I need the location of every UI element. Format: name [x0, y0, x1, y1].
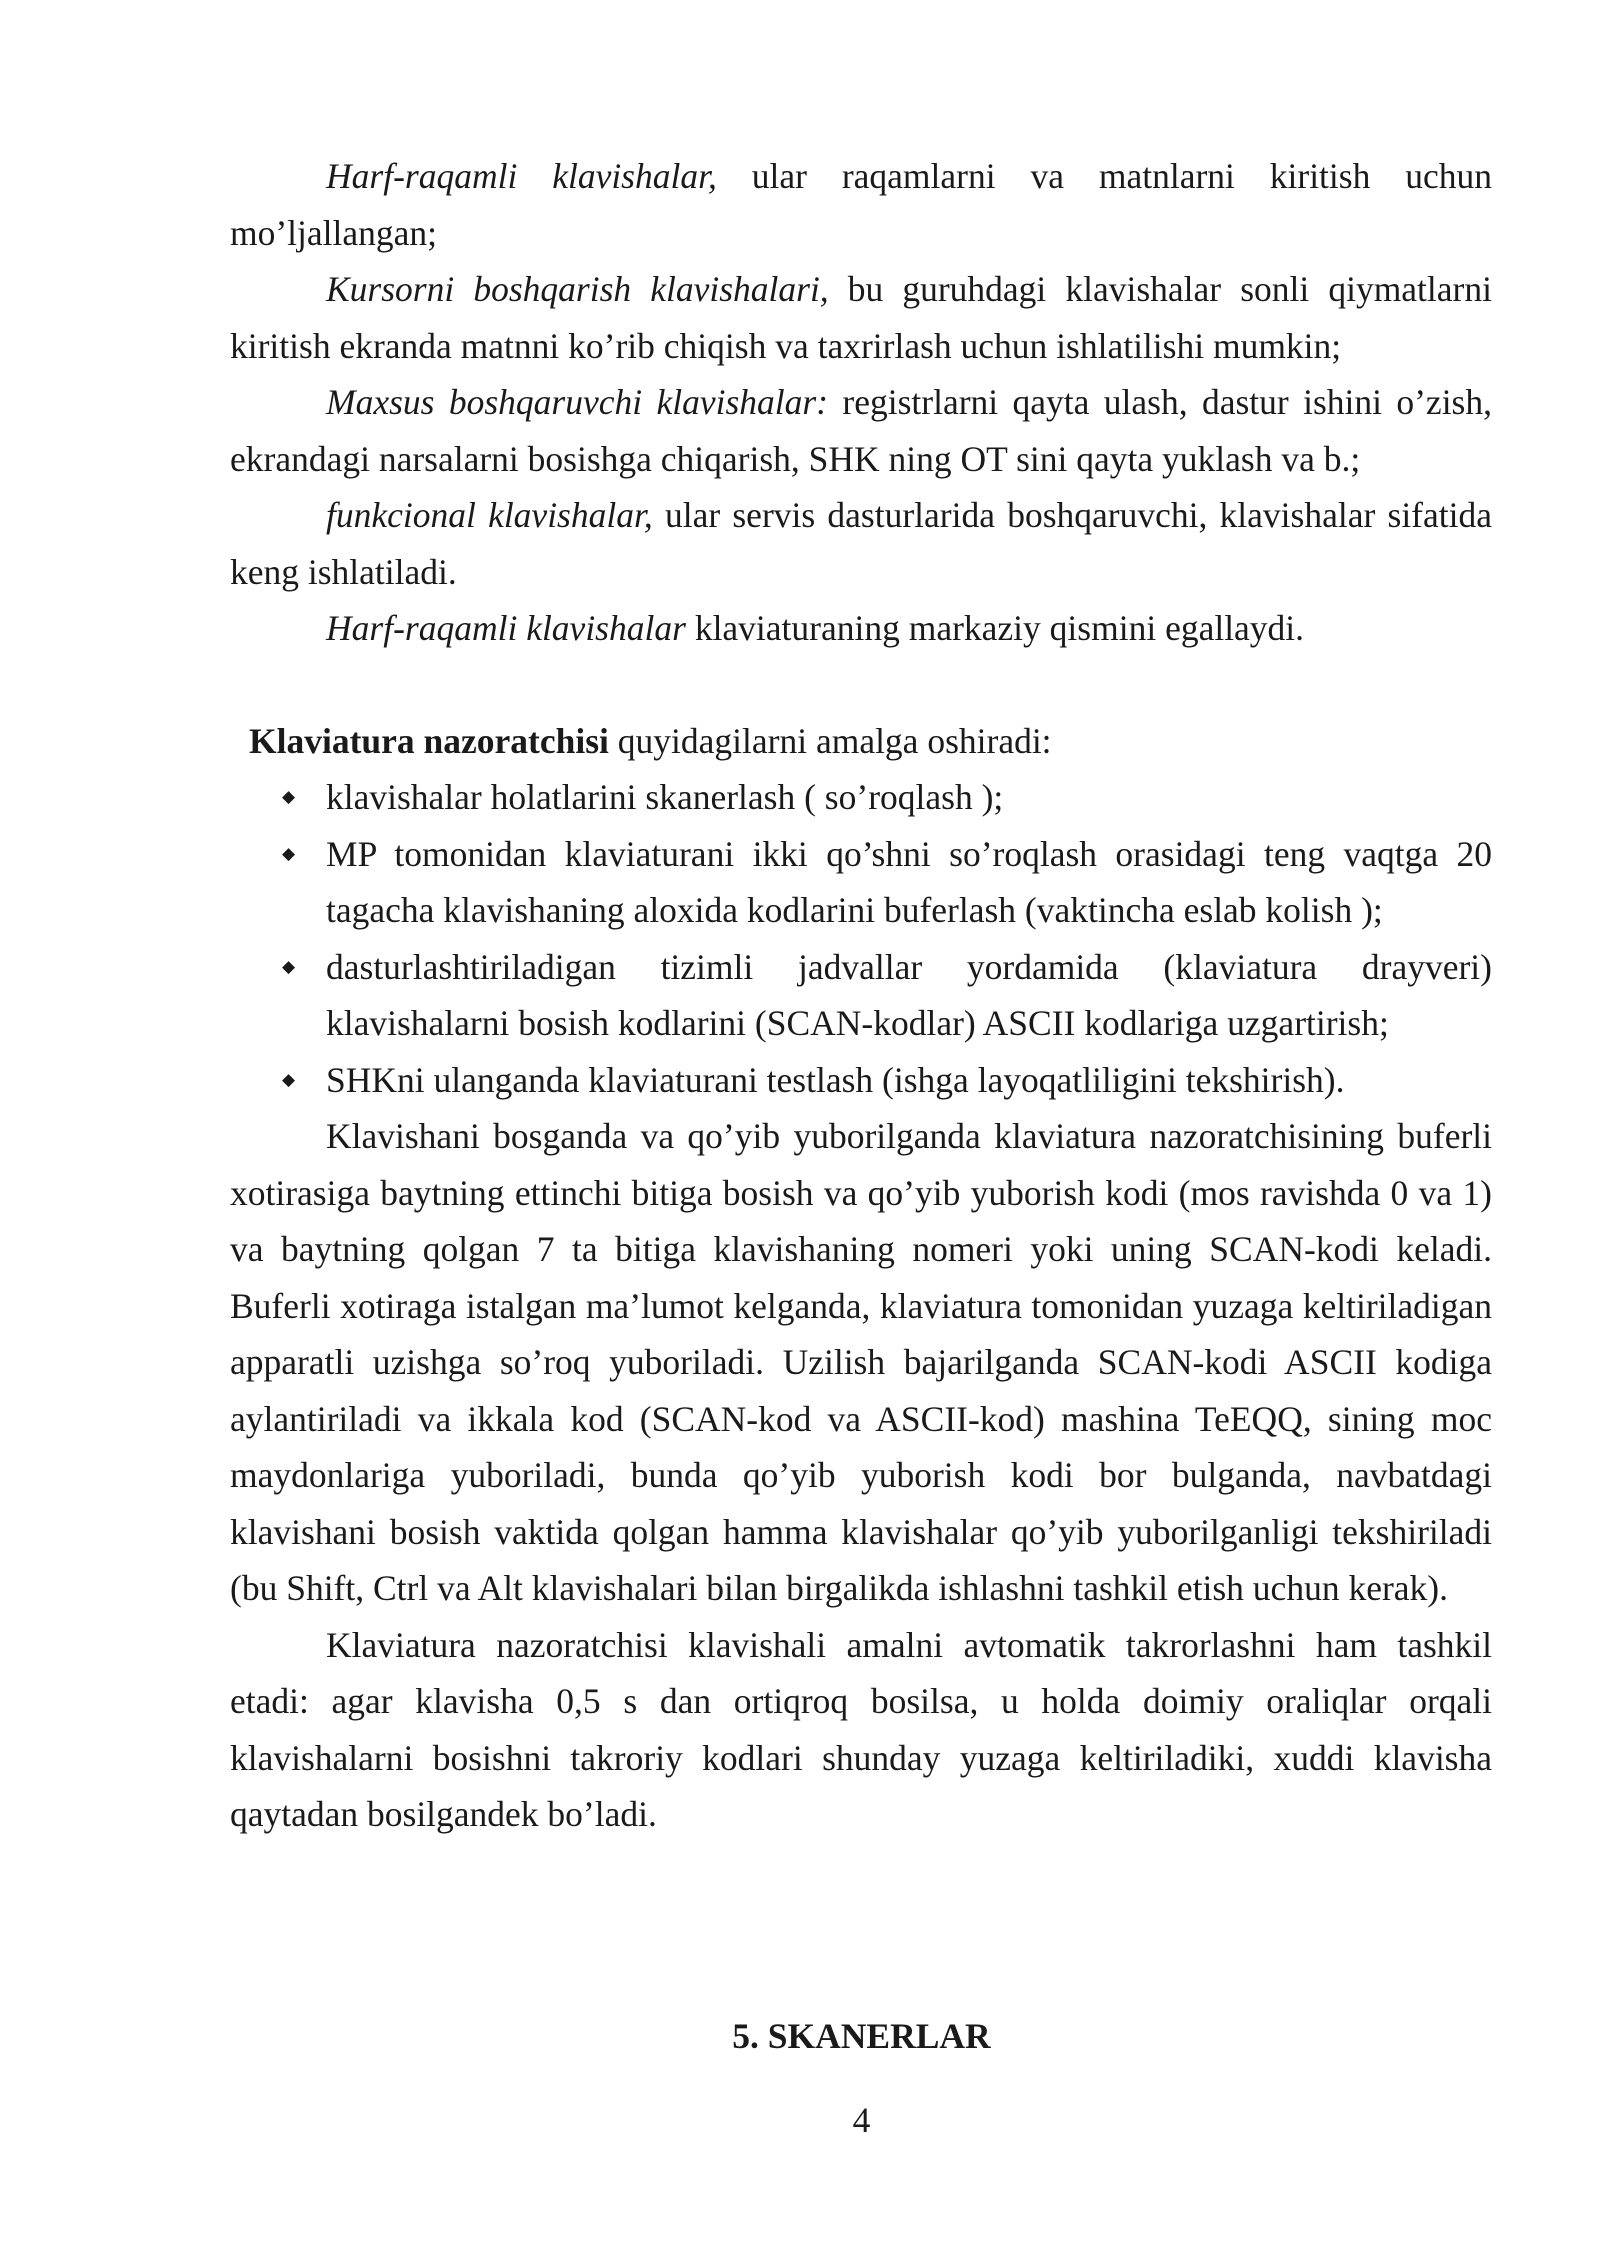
paragraph-buffer-memory: Klavishani bosganda va qo’yib yuborilganda klaviatura nazoratchisining buferli xotirasiga baytning ettinchi bitiga bosish va qo’yib yuborish kodi (mos ravishda 0 va 1) va baytning qolgan 7 ta bitiga klavishaning nomeri yoki uning SCAN-kodi keladi. Buferli xotiraga istalgan ma’lumot kelganda, klaviatura tomonidan yuzaga keltiriladigan apparatli uzishga so’roq yuboriladi. Uzilish bajarilganda SCAN-kodi ASCII kodiga aylantiriladi va ikkala kod (SCAN-kod va ASCII-kod) mashina TeEQQ, sining moc maydonlariga yuboriladi, bunda qo’yib yuborish kodi bor bulganda, navbatdagi klavishani bosish vaktida qolgan hamma klavishalar qo’yib yuborilganligi tekshiriladi (bu Shift, Ctrl va Alt klavishalari bilan birgalikda ishlashni tashkil etish uchun kerak). [230, 1116, 1492, 1608]
document-page [230, 148, 1492, 1843]
term-alphanumeric-keys: Harf-raqamli klavishalar [326, 608, 686, 648]
paragraph-function-keys [230, 487, 1492, 600]
controller-intro [230, 713, 1492, 770]
spacer [230, 657, 1492, 713]
controller-term: Klaviatura nazoratchisi [249, 720, 609, 761]
paragraph-text: registrlarni qayta ulash, dastur ishini o’zish, ekrandagi narsalarni bosishga chiqarish, SHK ning OT sini qayta yuklash va b.; [230, 382, 1492, 479]
list-item [230, 769, 1492, 826]
paragraph-text: ular raqamlarni va matnlarni kiritish uchun mo’ljallangan; [230, 156, 1492, 253]
paragraph-text: klaviaturaning markaziy qismini egallaydi. [685, 608, 1305, 648]
paragraph-special-keys [230, 374, 1492, 487]
paragraph-text: bu guruhdagi klavishalar sonli qiymatlarni kiritish ekranda matnni ko’rib chiqish va taxrirlash uchun ishlatilishi mumkin; [230, 269, 1492, 366]
controller-functions-list [230, 769, 1492, 1108]
list-item-text: klavishalar holatlarini skanerlash ( so’roqlash ); [326, 777, 1004, 817]
list-item [230, 826, 1492, 939]
term-special-keys: Maxsus boshqaruvchi klavishalar: [326, 382, 829, 422]
term-function-keys: funkcional klavishalar, [326, 495, 653, 535]
section-heading: 5. SKANERLAR [732, 2016, 991, 2056]
list-item-text: SHKni ulanganda klaviaturani testlash (ishga layoqatliligini tekshirish). [326, 1059, 1345, 1100]
diamond-bullet-icon: ◆ [282, 1069, 296, 1089]
list-item [230, 939, 1492, 1052]
diamond-bullet-icon: ◆ [282, 787, 296, 806]
paragraph-auto-repeat: Klaviatura nazoratchisi klavishali amalni avtomatik takrorlashni ham tashkil etadi: agar klavisha 0,5 s dan ortiqroq bosilsa, u holda doimiy oraliqlar orqali klavishalarni bosishni takroriy kodlari shunday yuzaga keltiriladiki, xuddi klavisha qaytadan bosilgandek bo’ladi. [230, 1624, 1492, 1834]
controller-intro-text: quyidagilarni amalga oshiradi: [608, 720, 1052, 761]
diamond-bullet-icon: ◆ [282, 956, 296, 976]
diamond-bullet-icon: ◆ [282, 843, 296, 863]
paragraph-alphanumeric-keys [230, 148, 1492, 261]
page-number: 4 [852, 2100, 871, 2140]
list-item [230, 1052, 1492, 1109]
term-alphanumeric-keys: Harf-raqamli klavishalar, [326, 156, 717, 196]
paragraph-cursor-keys [230, 261, 1492, 374]
paragraph-text: ular servis dasturlarida boshqaruvchi, klavishalar sifatida keng ishlatiladi. [230, 495, 1492, 592]
list-item-text: dasturlashtiriladigan tizimli jadvallar yordamida (klaviatura drayveri) klavishalarni bosish kodlarini (SCAN-kodlar) ASCII kodlariga uzgartirish; [326, 946, 1492, 1043]
term-cursor-keys: Kursorni boshqarish klavishalari, [326, 269, 829, 309]
list-item-text: MP tomonidan klaviaturani ikki qo’shni so’roqlash orasidagi teng vaqtga 20 tagacha klavishaning aloxida kodlarini buferlash (vaktincha eslab kolish ); [326, 833, 1492, 930]
paragraph-alphanumeric-center [230, 600, 1492, 657]
